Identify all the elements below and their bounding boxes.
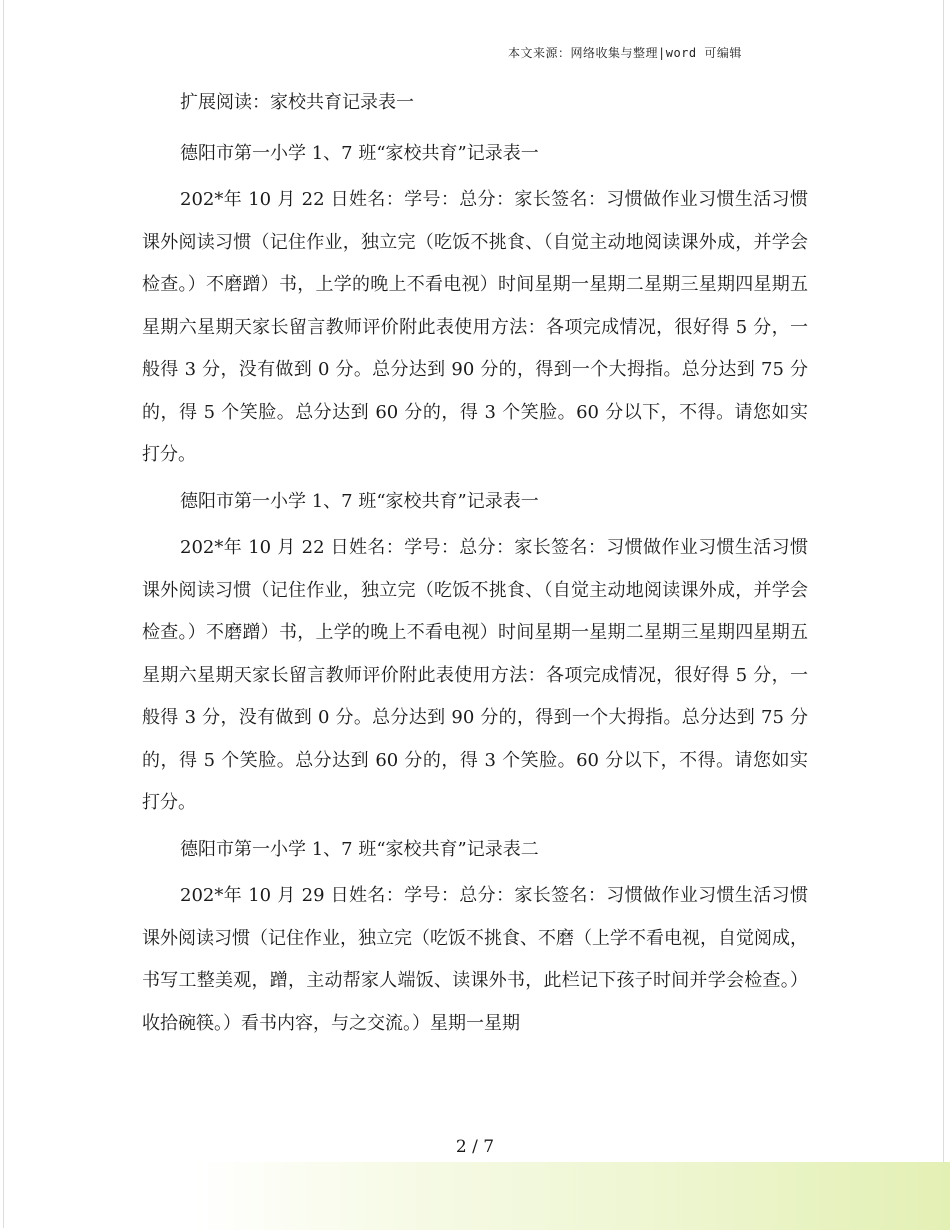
section-paragraph: 202*年 10 月 29 日姓名：学号：总分：家长签名：习惯做作业习惯生活习惯课外阅读习惯（记住作业，独立完（吃饭不挑食、不磨（上学不看电视，自觉阅成，书写工整美观，蹭，主动帮家人端饭、读课外书，此栏记下孩子时间并学会检查。）收拾碗筷。）看书内容，与之交流。）星期一星期 xyxy=(142,885,808,1034)
header-source-note: 本文来源：网络收集与整理|word 可编辑 xyxy=(508,46,742,60)
intro-title: 扩展阅读：家校共育记录表一 xyxy=(180,92,414,113)
section-title: 德阳市第一小学 1、7 班“家校共育”记录表一 xyxy=(180,142,539,164)
document-body xyxy=(142,78,808,1045)
section-paragraph: 202*年 10 月 22 日姓名：学号：总分：家长签名：习惯做作业习惯生活习惯课外阅读习惯（记住作业，独立完（吃饭不挑食、（自觉主动地阅读课外成，并学会检查。）不磨蹭）书，上学的晚上不看电视）时间星期一星期二星期三星期四星期五星期六星期天家长留言教师评价附此表使用方法：各项完成情况，很好得 5 分，一般得 3 分，没有做到 0 分。总分达到 90 分的，得到一个大拇指。总分达到 75 分的，得 5 个笑脸。总分达到 60 分的，得 3 个笑脸。60 分以下，不得。请您如实打分。 xyxy=(142,537,808,813)
section-title: 德阳市第一小学 1、7 班“家校共育”记录表一 xyxy=(180,490,539,512)
page-number: 2 / 7 xyxy=(455,1137,495,1157)
section-paragraph: 202*年 10 月 22 日姓名：学号：总分：家长签名：习惯做作业习惯生活习惯课外阅读习惯（记住作业，独立完（吃饭不挑食、（自觉主动地阅读课外成，并学会检查。）不磨蹭）书，上学的晚上不看电视）时间星期一星期二星期三星期四星期五星期六星期天家长留言教师评价附此表使用方法：各项完成情况，很好得 5 分，一般得 3 分，没有做到 0 分。总分达到 90 分的，得到一个大拇指。总分达到 75 分的，得 5 个笑脸。总分达到 60 分的，得 3 个笑脸。60 分以下，不得。请您如实打分。 xyxy=(142,189,808,465)
section-title: 德阳市第一小学 1、7 班“家校共育”记录表二 xyxy=(180,838,539,860)
footer-decoration xyxy=(195,1162,950,1230)
